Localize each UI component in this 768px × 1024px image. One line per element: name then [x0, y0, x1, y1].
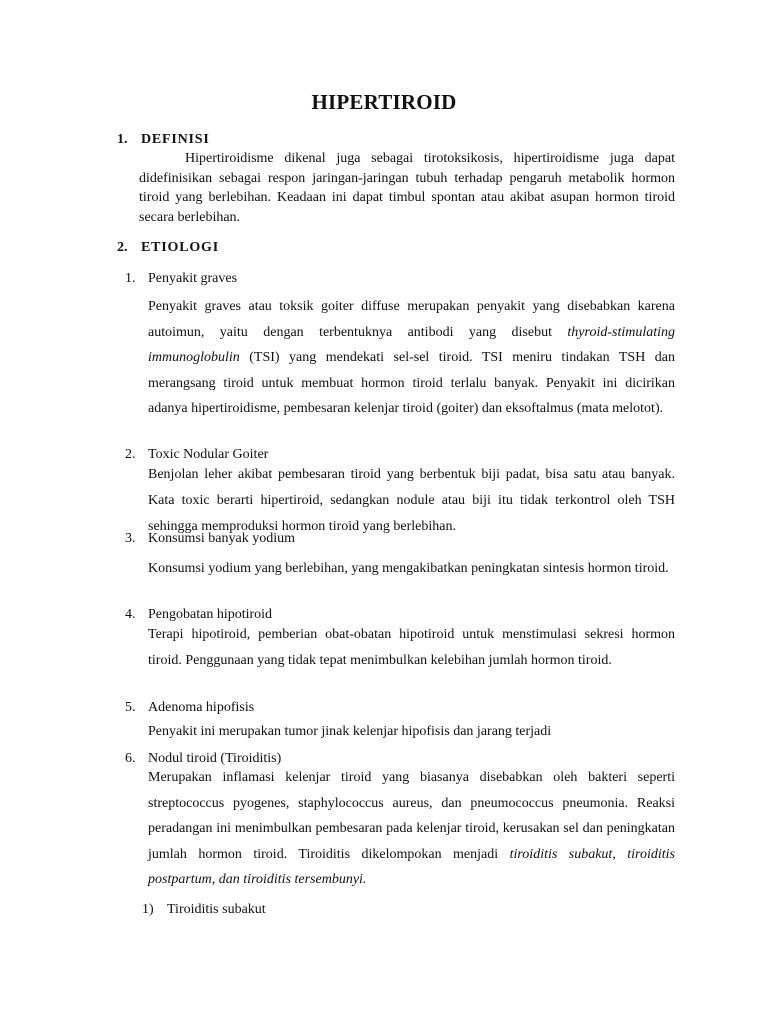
item-number: 6. — [125, 751, 136, 766]
section-label: ETIOLOGI — [141, 240, 219, 255]
section-number: 2. — [117, 240, 128, 255]
etiologi-item-1-body — [148, 294, 675, 422]
etiologi-item-2-body: Benjolan leher akibat pembesaran tiroid yang berbentuk biji padat, bisa satu atau banyak. Kata toxic berarti hipertiroid, sedangkan nodule atau biji itu tidak terkontrol oleh TSH sehingga memproduksi hormon tiroid yang berlebihan. — [148, 467, 675, 534]
item-number: 4. — [125, 607, 136, 622]
body-text: (TSI) yang mendekati sel-sel tiroid. TSI meniru tindakan TSH dan merangsang tiroid untuk membuat hormon tiroid terlalu banyak. Penyakit ini dicirikan adanya hipertiroidisme, pembesaran kelenjar tiroid (goiter) dan eksoftalmus (mata melotot). — [148, 350, 675, 416]
item-title: Adenoma hipofisis — [148, 700, 255, 715]
subitem-tiroiditis-subakut — [142, 902, 266, 918]
etiologi-item-4-heading — [125, 607, 272, 623]
subitem-number: 1) — [142, 902, 154, 917]
etiologi-item-6-body — [148, 765, 675, 893]
definisi-paragraph: Hipertiroidisme dikenal juga sebagai tirotoksikosis, hipertiroidisme juga dapat didefinisikan sebagai respon jaringan-jaringan tubuh terhadap pengaruh metabolik hormon tiroid yang berlebihan. Keadaan ini dapat timbul spontan atau akibat asupan hormon tiroid secara berlebihan. — [139, 151, 675, 225]
etiologi-item-5-heading — [125, 700, 254, 716]
item-title: Nodul tiroid (Tiroiditis) — [148, 751, 282, 766]
section-heading-definisi — [117, 132, 210, 148]
item-number: 3. — [125, 531, 136, 546]
item-title: Penyakit graves — [148, 271, 238, 286]
section-label: DEFINISI — [141, 132, 210, 147]
item-title: Pengobatan hipotiroid — [148, 607, 273, 622]
etiologi-item-3-body: Konsumsi yodium yang berlebihan, yang mengakibatkan peningkatan sintesis hormon tiroid. — [148, 561, 669, 576]
etiologi-item-3-heading — [125, 531, 295, 547]
item-number: 1. — [125, 271, 136, 286]
etiologi-item-5-body: Penyakit ini merupakan tumor jinak kelenjar hipofisis dan jarang terjadi — [148, 724, 552, 739]
etiologi-item-4-body: Terapi hipotiroid, pemberian obat-obatan hipotiroid untuk menstimulasi sekresi hormon tiroid. Penggunaan yang tidak tepat menimbulkan kelebihan jumlah hormon tiroid. — [148, 627, 675, 668]
subitem-title: Tiroiditis subakut — [167, 902, 266, 917]
item-number: 5. — [125, 700, 136, 715]
body-text: Merupakan inflamasi kelenjar tiroid yang biasanya disebabkan oleh bakteri seperti streptococcus pyogenes, staphylococcus aureus, dan pneumococcus pneumonia. Reaksi peradangan ini menimbulkan pembesaran pada kelenjar tiroid, kerusakan sel dan peningkatan jumlah hormon tiroid. Tiroiditis dikelompokan menjadi — [148, 770, 675, 862]
etiologi-item-2-heading — [125, 447, 268, 463]
body-italic: thyroid-stimulating immunoglobulin — [148, 324, 675, 365]
body-italic: tiroiditis subakut, tiroiditis postpartum, dan tiroiditis tersembunyi. — [148, 846, 675, 887]
section-number: 1. — [117, 132, 128, 147]
page-title: HIPERTIROID — [311, 90, 457, 114]
item-title: Toxic Nodular Goiter — [148, 447, 269, 462]
section-heading-etiologi — [117, 240, 219, 256]
body-text: Penyakit graves atau toksik goiter diffuse merupakan penyakit yang disebabkan karena autoimun, yaitu dengan terbentuknya antibodi yang disebut — [148, 299, 675, 340]
etiologi-item-1-heading — [125, 271, 237, 287]
item-title: Konsumsi banyak yodium — [148, 531, 295, 546]
item-number: 2. — [125, 447, 136, 462]
